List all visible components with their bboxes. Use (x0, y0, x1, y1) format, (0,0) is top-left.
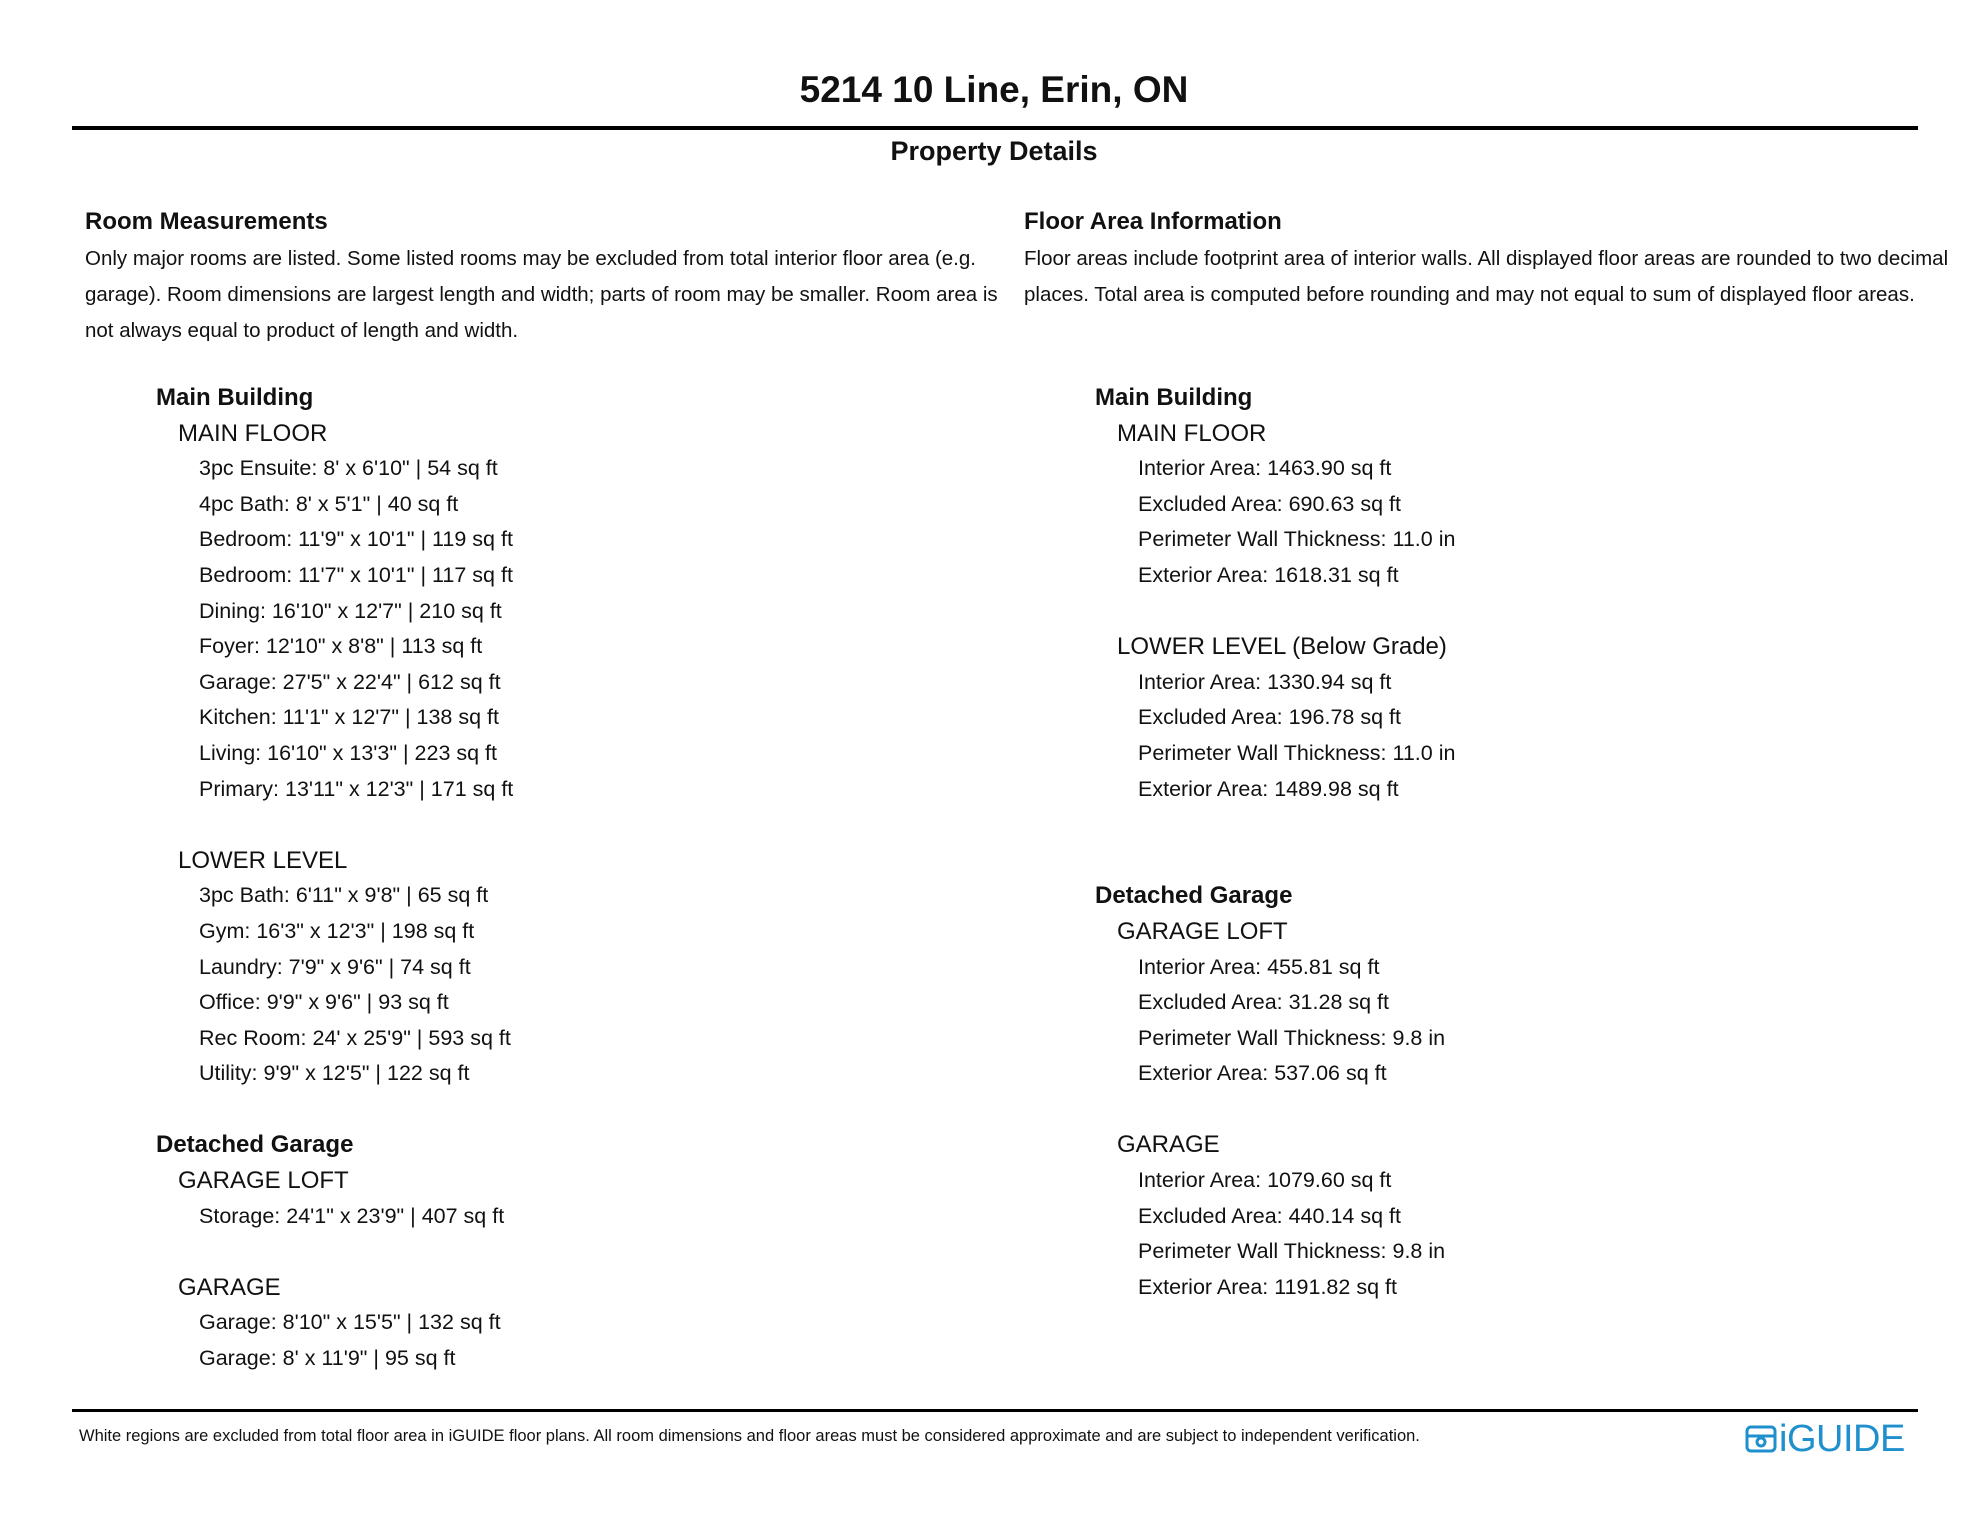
spacer (85, 1234, 1010, 1270)
area-entry: Excluded Area: 690.63 sq ft (1138, 491, 1401, 516)
iguide-logo (1745, 1418, 1905, 1460)
room-measurements-note: Only major rooms are listed. Some listed rooms may be excluded from total interior floor area (e.g. garage). Room dimensions are largest length and width; parts of room may be smaller. Room area is not always equal to product of length and width. (85, 247, 998, 342)
area-entry: Excluded Area: 31.28 sq ft (1138, 990, 1389, 1015)
area-entry: Perimeter Wall Thickness: 9.8 in (1138, 1025, 1446, 1050)
page-subtitle: Property Details (890, 136, 1098, 166)
room-entry: Foyer: 12'10" x 8'8" | 113 sq ft (199, 634, 483, 659)
room-entry: Living: 16'10" x 13'3" | 223 sq ft (199, 740, 497, 765)
area-entry: Interior Area: 1079.60 sq ft (1138, 1168, 1392, 1193)
floor-area-section (1024, 205, 1949, 1305)
spacer (1024, 1092, 1949, 1128)
room-entry: Dining: 16'10" x 12'7" | 210 sq ft (199, 598, 502, 623)
floor-name: MAIN FLOOR (178, 419, 328, 447)
spacer (1024, 807, 1949, 843)
footer-disclaimer: White regions are excluded from total floor area in iGUIDE floor plans. All room dimensions and floor areas must be considered approximate and are subject to independent verification. (79, 1427, 1420, 1445)
spacer (1024, 843, 1949, 879)
floor-name: GARAGE (1117, 1131, 1220, 1159)
room-entry: Laundry: 7'9" x 9'6" | 74 sq ft (199, 954, 471, 979)
room-entry: 3pc Bath: 6'11" x 9'8" | 65 sq ft (199, 883, 489, 908)
floor-name: GARAGE LOFT (1117, 917, 1288, 945)
building-name: Main Building (156, 384, 314, 411)
floor-name: MAIN FLOOR (1117, 419, 1267, 447)
area-entry: Excluded Area: 196.78 sq ft (1138, 705, 1401, 730)
room-entry: Gym: 16'3" x 12'3" | 198 sq ft (199, 918, 475, 943)
floor-area-heading: Floor Area Information (1024, 208, 1282, 235)
building-main (85, 380, 1010, 1377)
footer-divider (72, 1409, 1918, 1412)
spacer (85, 807, 1010, 843)
camera-box-icon (1745, 1423, 1777, 1455)
spacer (1024, 594, 1949, 630)
room-entry: Garage: 27'5" x 22'4" | 612 sq ft (199, 669, 501, 694)
title-divider (72, 126, 1918, 130)
floor-name: LOWER LEVEL (178, 846, 348, 874)
area-entry: Interior Area: 1463.90 sq ft (1138, 456, 1392, 481)
room-entry: Storage: 24'1" x 23'9" | 407 sq ft (199, 1203, 505, 1228)
building-name: Main Building (1095, 384, 1253, 411)
floor-area-note: Floor areas include footprint area of interior walls. All displayed floor areas are rounded to two decimal places. Total area is computed before rounding and may not equal to sum of displayed floor areas. (1024, 247, 1949, 306)
building-name: Detached Garage (156, 1131, 354, 1159)
spacer (85, 1092, 1010, 1128)
area-entry: Interior Area: 455.81 sq ft (1138, 954, 1380, 979)
room-entry: 3pc Ensuite: 8' x 6'10" | 54 sq ft (199, 456, 498, 481)
area-entry: Exterior Area: 1618.31 sq ft (1138, 562, 1399, 587)
room-entry: Rec Room: 24' x 25'9" | 593 sq ft (199, 1025, 511, 1050)
room-entry: Bedroom: 11'9" x 10'1" | 119 sq ft (199, 527, 513, 552)
room-measurements-heading: Room Measurements (85, 208, 328, 235)
room-entry: 4pc Bath: 8' x 5'1" | 40 sq ft (199, 491, 459, 516)
floor-name: GARAGE LOFT (178, 1167, 349, 1195)
area-entry: Perimeter Wall Thickness: 11.0 in (1138, 527, 1456, 552)
area-entry: Perimeter Wall Thickness: 11.0 in (1138, 740, 1456, 765)
room-entry: Kitchen: 11'1" x 12'7" | 138 sq ft (199, 705, 499, 730)
area-entry: Exterior Area: 537.06 sq ft (1138, 1061, 1387, 1086)
logo-text: iGUIDE (1779, 1418, 1905, 1460)
building-main-areas (1024, 380, 1949, 1305)
room-entry: Utility: 9'9" x 12'5" | 122 sq ft (199, 1061, 470, 1086)
floor-name: LOWER LEVEL (Below Grade) (1117, 633, 1447, 661)
building-name: Detached Garage (1095, 882, 1293, 910)
room-measurements-section (85, 205, 1010, 1377)
area-entry: Exterior Area: 1489.98 sq ft (1138, 776, 1399, 801)
floor-name: GARAGE (178, 1273, 281, 1301)
room-entry: Office: 9'9" x 9'6" | 93 sq ft (199, 990, 449, 1015)
room-entry: Garage: 8' x 11'9" | 95 sq ft (199, 1346, 456, 1371)
area-entry: Perimeter Wall Thickness: 9.8 in (1138, 1239, 1446, 1264)
room-entry: Primary: 13'11" x 12'3" | 171 sq ft (199, 776, 514, 801)
room-entry: Garage: 8'10" x 15'5" | 132 sq ft (199, 1310, 501, 1335)
area-entry: Excluded Area: 440.14 sq ft (1138, 1203, 1401, 1228)
page-title: 5214 10 Line, Erin, ON (799, 69, 1189, 110)
area-entry: Exterior Area: 1191.82 sq ft (1138, 1274, 1397, 1299)
area-entry: Interior Area: 1330.94 sq ft (1138, 669, 1392, 694)
room-entry: Bedroom: 11'7" x 10'1" | 117 sq ft (199, 562, 513, 587)
